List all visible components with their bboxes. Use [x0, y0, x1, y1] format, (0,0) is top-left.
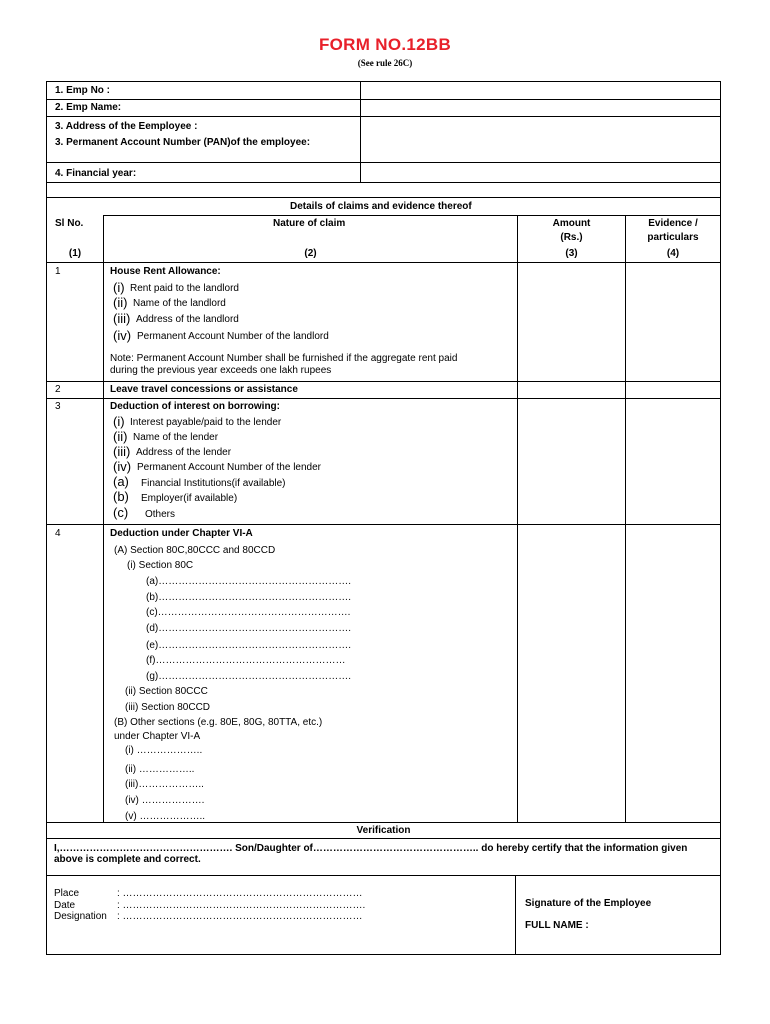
designation-field[interactable]: : ………………………………………………………………: [117, 911, 363, 922]
verification-heading: Verification: [356, 825, 411, 836]
row-3-item-text: Name of the lender: [133, 432, 219, 443]
other-section-item: (ii) ……………..: [125, 764, 195, 775]
row-3-item-text: Address of the lender: [136, 447, 232, 458]
address-label: 3. Address of the Eemployee :: [55, 121, 198, 132]
row-1-item-text: Rent paid to the landlord: [130, 283, 239, 294]
place-label: Place: [54, 888, 80, 899]
other-section-item: (i) ………………..: [125, 745, 203, 756]
address-pan-field[interactable]: [361, 117, 720, 162]
row-4-heading: Deduction under Chapter VI-A: [110, 528, 253, 539]
section-80ccc-label: (ii) Section 80CCC: [125, 686, 208, 697]
row-1-item-label: (i): [113, 280, 125, 295]
form-title: FORM NO.12BB: [318, 35, 452, 54]
border-bottom: [46, 954, 721, 955]
row-2-amount-field[interactable]: [518, 382, 625, 398]
row-3-item-text: Others: [145, 509, 176, 520]
section-80c-item: (e)………………………………………………….: [146, 640, 351, 651]
border-left: [46, 81, 47, 955]
section-b-label-cont: under Chapter VI-A: [114, 731, 201, 742]
col-num-4: (4): [666, 248, 680, 259]
section-80c-item: (g)………………………………………………….: [146, 671, 351, 682]
row-3-heading: Deduction of interest on borrowing:: [110, 401, 280, 412]
row-3-number: 3: [55, 401, 61, 412]
other-section-item: (v) ………………..: [125, 811, 205, 822]
date-label: Date: [54, 900, 76, 911]
row-2-heading: Leave travel concessions or assistance: [110, 384, 298, 395]
row-1-note: Note: Permanent Account Number shall be furnished if the aggregate rent paid: [110, 353, 458, 364]
row-1-heading: House Rent Allowance:: [110, 266, 221, 277]
col-divider-sl: [103, 215, 104, 822]
header-nature: Nature of claim: [273, 218, 346, 229]
emp-name-label: 2. Emp Name:: [55, 102, 122, 113]
header-evidence: Evidence /: [648, 218, 698, 229]
row-1-item-label: (ii): [113, 295, 128, 310]
row-3-item-label: (b): [113, 489, 129, 504]
section-80c-item: (c)………………………………………………….: [146, 607, 351, 618]
row-3-item-label: (i): [113, 414, 125, 429]
col-num-1: (1): [68, 248, 82, 259]
row-4-amount-field[interactable]: [518, 525, 625, 822]
other-section-item: (iv) ……………….: [125, 795, 205, 806]
row-4-evidence-field[interactable]: [626, 525, 720, 822]
section-80c-item: (b)………………………………………………….: [146, 592, 351, 603]
row-1-evidence-field[interactable]: [626, 263, 720, 381]
form-subtitle: (See rule 26C): [357, 58, 413, 68]
row-3-amount-field[interactable]: [518, 399, 625, 524]
row-3-item-label: (a): [113, 474, 129, 489]
emp-name-field[interactable]: [361, 100, 720, 116]
row-3-item-text: Employer(if available): [141, 493, 238, 504]
verification-statement-cont: above is complete and correct.: [54, 854, 201, 865]
full-name-label: FULL NAME :: [525, 920, 589, 931]
section-80ccd-label: (iii) Section 80CCD: [125, 702, 211, 713]
header-evidence-sub: particulars: [647, 232, 699, 243]
row-1-note-cont: during the previous year exceeds one lakh rupees: [110, 365, 332, 376]
row-3-item-label: (c): [113, 505, 129, 520]
row-1-item-label: (iv): [113, 328, 132, 343]
row-3-item-label: (ii): [113, 429, 128, 444]
row-3-item-text: Financial Institutions(if available): [141, 478, 286, 489]
row-1-number: 1: [55, 266, 61, 277]
row-2-evidence-field[interactable]: [626, 382, 720, 398]
table-caption: Details of claims and evidence thereof: [290, 201, 472, 212]
col-num-3: (3): [565, 248, 578, 259]
row-1-item-text: Name of the landlord: [133, 298, 226, 309]
other-section-item: (iii)………………..: [125, 779, 204, 790]
section-b-label: (B) Other sections (e.g. 80E, 80G, 80TTA, etc.): [114, 717, 323, 728]
signature-label: Signature of the Employee: [525, 898, 652, 909]
date-field[interactable]: : ……………………………………………………………….: [117, 900, 366, 911]
verification-statement: I,……………………………………………. Son/Daughter of………………………………………….. do hereby certify that the information given: [54, 843, 688, 854]
row-3-item-text: Permanent Account Number of the lender: [137, 462, 321, 473]
section-80c-item: (a)………………………………………………….: [146, 576, 351, 587]
emp-no-label: 1. Emp No :: [55, 85, 111, 96]
section-80c-item: (d)………………………………………………….: [146, 623, 351, 634]
row-4-number: 4: [55, 528, 61, 539]
row-1-item-text: Permanent Account Number of the landlord: [137, 331, 329, 342]
header-amount-unit: (Rs.): [560, 232, 583, 243]
pan-label: 3. Permanent Account Number (PAN)of the employee:: [55, 137, 311, 148]
row-2-number: 2: [55, 384, 61, 395]
col-num-2: (2): [304, 248, 317, 259]
row-3-evidence-field[interactable]: [626, 399, 720, 524]
section-80c-item: (f)…………………………………………………: [146, 655, 346, 666]
header-sl-no: Sl No.: [55, 218, 84, 229]
row-1-amount-field[interactable]: [518, 263, 625, 381]
financial-year-field[interactable]: [361, 163, 720, 182]
row-1-item-text: Address of the landlord: [136, 314, 239, 325]
financial-year-label: 4. Financial year:: [55, 168, 137, 179]
section-a-label: (A) Section 80C,80CCC and 80CCD: [114, 545, 276, 556]
signature-divider: [515, 875, 516, 954]
row-3-item-label: (iii): [113, 444, 131, 459]
row-3-item-label: (iv): [113, 459, 132, 474]
row-3-item-text: Interest payable/paid to the lender: [130, 417, 282, 428]
place-field[interactable]: : ………………………………………………………………: [117, 888, 363, 899]
emp-no-field[interactable]: [361, 82, 720, 99]
row-1-item-label: (iii): [113, 311, 131, 326]
header-amount: Amount: [552, 218, 591, 229]
border-right: [720, 81, 721, 955]
section-80c-label: (i) Section 80C: [127, 560, 194, 571]
designation-label: Designation: [54, 911, 107, 922]
